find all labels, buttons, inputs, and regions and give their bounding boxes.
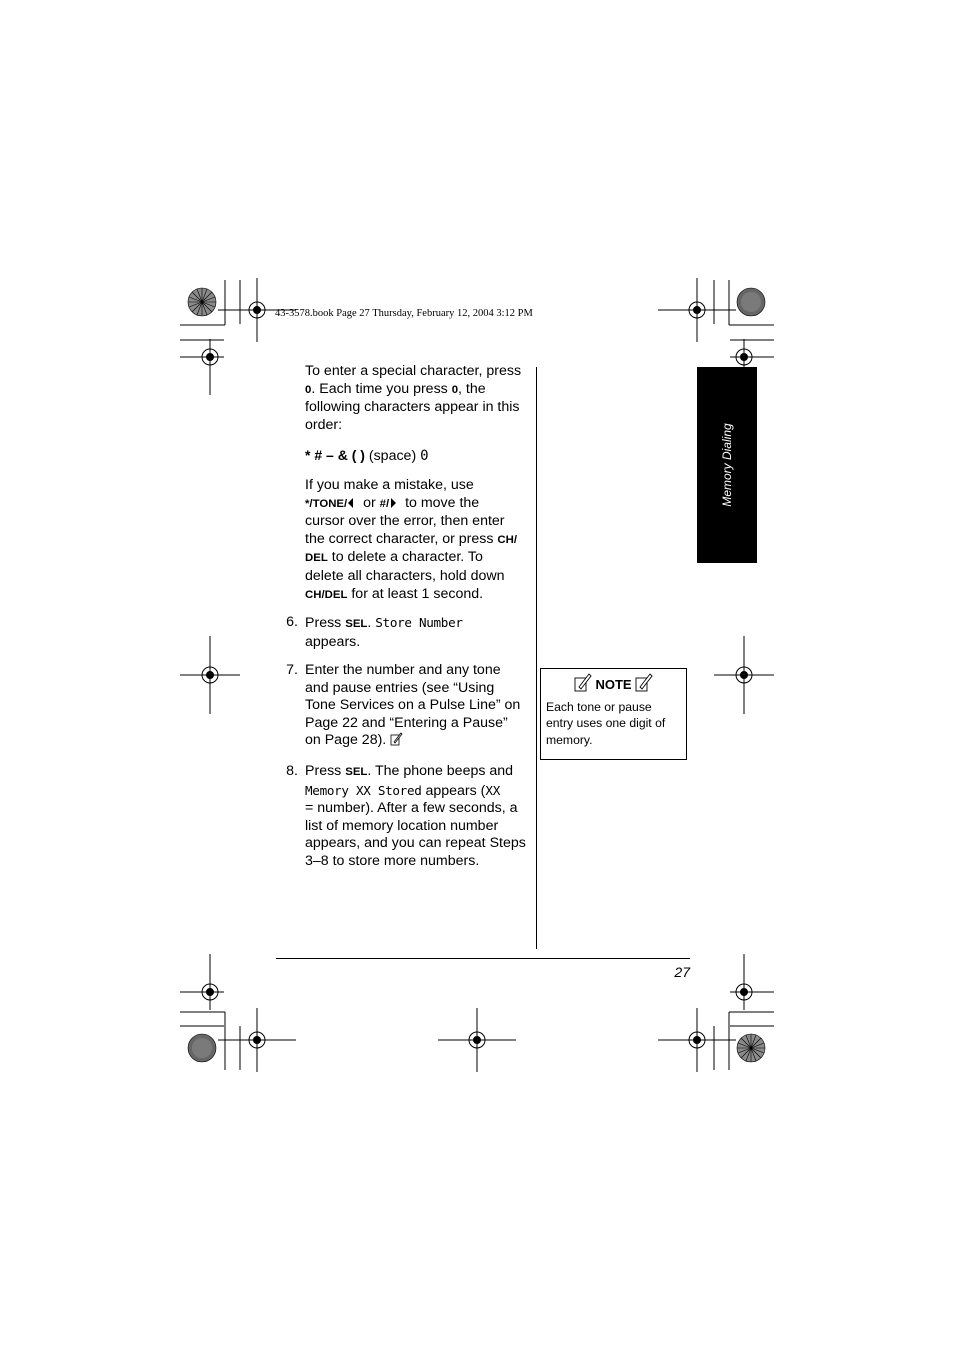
column-divider bbox=[536, 367, 537, 949]
note-pencil-icon bbox=[635, 673, 653, 693]
right-arrow-icon bbox=[389, 498, 397, 508]
section-tab bbox=[697, 367, 757, 563]
note-heading: NOTE bbox=[541, 673, 686, 693]
key-0: 0 bbox=[305, 383, 312, 396]
intro-paragraph: To enter a special character, press 0. Each time you press 0, the following characters appear in this order: bbox=[305, 363, 522, 433]
print-header: 43-3578.book Page 27 Thursday, February 12, 2004 3:12 PM bbox=[275, 308, 533, 319]
step-number: 8. bbox=[286, 763, 298, 779]
step-number: 7. bbox=[286, 662, 298, 678]
step-8: Press SEL. The phone beeps and Memory XX Stored appears (XX = number). After a few seconds, a list of memory location number appears, and you can repeat Steps 3–8 to store more numbers. bbox=[305, 763, 526, 869]
note-text: Each tone or pause entry uses one digit of memory. bbox=[546, 700, 666, 747]
page-number: 27 bbox=[674, 964, 690, 980]
note-pencil-icon bbox=[574, 673, 592, 693]
special-characters-list: * # – & ( ) (space) 0 bbox=[305, 447, 429, 464]
step-6: Press SEL. Store Number appears. bbox=[305, 615, 463, 650]
section-tab-label: Memory Dialing bbox=[720, 423, 734, 507]
step-7: Enter the number and any tone and pause entries (see “Using Tone Services on a Pulse Line” on Page 22 and “Entering a Pause” on Page 28). bbox=[305, 662, 521, 749]
note-box bbox=[540, 668, 687, 760]
lcd-text: Store Number bbox=[375, 615, 463, 630]
key-hash: #/ bbox=[379, 497, 390, 510]
key-tone: */TONE/ bbox=[305, 497, 348, 510]
mistake-paragraph: If you make a mistake, use */TONE/ or #/ to move the cursor over the error, then enter the correct character, or press CH/ DEL to delete a character. To delete all characters, hold down CH/DEL for at least 1 second. bbox=[305, 477, 518, 602]
lcd-text: Memory XX Stored bbox=[305, 782, 422, 798]
footer-rule bbox=[276, 958, 690, 959]
left-arrow-icon bbox=[347, 498, 355, 508]
step-number: 6. bbox=[286, 614, 298, 630]
note-pencil-icon bbox=[390, 732, 403, 746]
